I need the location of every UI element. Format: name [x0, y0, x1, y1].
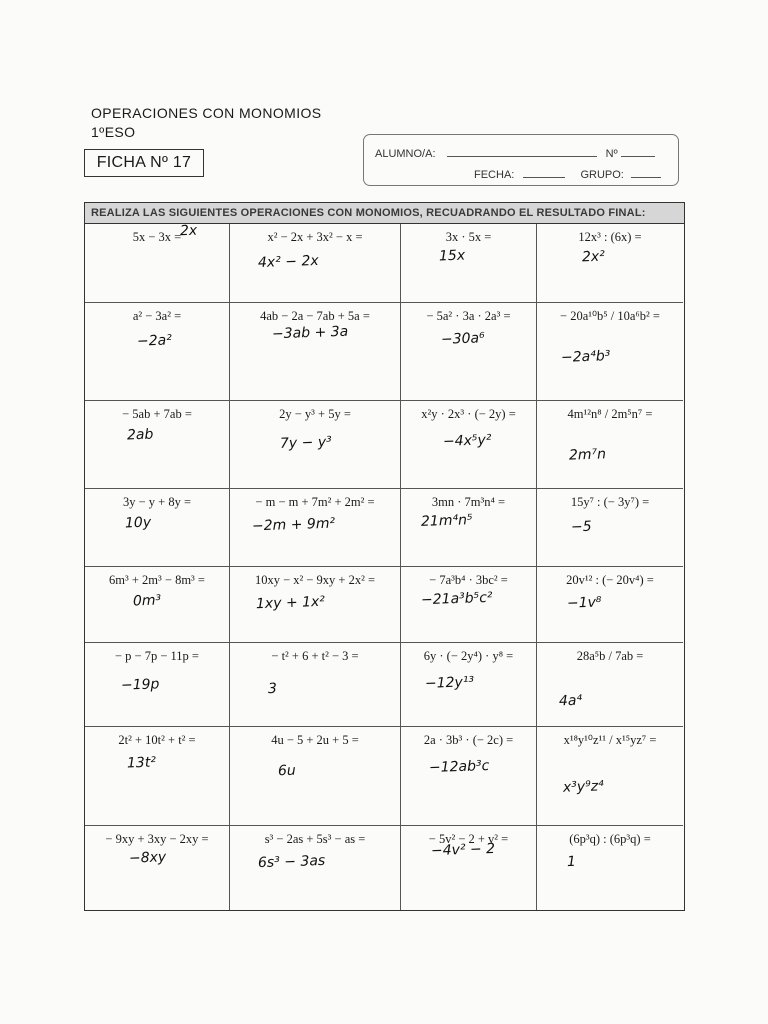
handwritten-answer[interactable]: 21m⁴n⁵ — [420, 512, 473, 530]
exercise-cell — [537, 303, 683, 401]
fecha-blank[interactable] — [523, 166, 565, 178]
exercise-cell — [230, 826, 401, 910]
handwritten-answer[interactable]: 15x — [438, 247, 466, 265]
exercise-expression: 3x · 5x = — [445, 230, 492, 244]
exercise-expression: 28a⁵b / 7ab = — [576, 649, 644, 663]
exercise-cell — [85, 567, 230, 643]
worksheet-title: OPERACIONES CON MONOMIOS — [91, 105, 322, 121]
exercise-expression: 12x³ : (6x) = — [578, 230, 642, 244]
fecha-label: FECHA: — [474, 169, 515, 181]
exercise-expression: a² − 3a² = — [132, 309, 182, 323]
exercise-cell — [537, 826, 683, 910]
handwritten-answer[interactable]: −1v⁸ — [566, 594, 602, 612]
exercise-cell — [537, 224, 683, 303]
exercise-expression: 3y − y + 8y = — [122, 495, 192, 509]
handwritten-answer[interactable]: 7y − y³ — [279, 434, 332, 452]
handwritten-answer[interactable]: 1 — [566, 853, 577, 871]
exercise-cell — [537, 489, 683, 567]
exercise-cell — [230, 727, 401, 826]
alumno-label: ALUMNO/A: — [375, 148, 436, 160]
exercise-expression: − 5a² · 3a · 2a³ = — [426, 309, 511, 323]
handwritten-answer[interactable]: 13t² — [126, 754, 157, 772]
exercise-expression: 15y⁷ : (− 3y⁷) = — [570, 495, 650, 509]
exercise-expression: − 9xy + 3xy − 2xy = — [105, 832, 209, 846]
exercise-expression: 20v¹² : (− 20v⁴) = — [566, 573, 654, 587]
exercise-table — [84, 202, 685, 911]
ficha-number: FICHA Nº 17 — [84, 149, 204, 177]
exercise-expression: − m − m + 7m² + 2m² = — [255, 495, 375, 509]
handwritten-answer[interactable]: −4v² − 2 — [430, 840, 496, 860]
handwritten-answer[interactable]: 2x — [179, 222, 198, 240]
exercise-expression: (6p³q) : (6p³q) = — [569, 832, 651, 846]
exercise-cell — [230, 303, 401, 401]
exercise-expression: 3mn · 7m³n⁴ = — [431, 495, 506, 509]
handwritten-answer[interactable]: 4x² − 2x — [257, 252, 319, 272]
handwritten-answer[interactable]: 10y — [124, 514, 152, 532]
exercise-expression: x² − 2x + 3x² − x = — [267, 230, 363, 244]
exercise-cell — [401, 567, 537, 643]
grupo-label: GRUPO: — [580, 169, 624, 181]
handwritten-answer[interactable]: 6s³ − 3as — [257, 852, 326, 872]
exercise-expression: x¹⁸y¹⁰z¹¹ / x¹⁵yz⁷ = — [563, 733, 657, 747]
handwritten-answer[interactable]: −2a⁴b³ — [560, 348, 611, 366]
exercise-expression: 4u − 5 + 2u + 5 = — [271, 733, 359, 747]
numero-blank[interactable] — [621, 145, 655, 157]
handwritten-answer[interactable]: 2x² — [581, 248, 606, 266]
exercise-cell — [537, 401, 683, 489]
handwritten-answer[interactable]: 2ab — [126, 426, 154, 444]
handwritten-answer[interactable]: x³y⁹z⁴ — [562, 778, 605, 796]
exercise-expression: − p − 7p − 11p = — [115, 649, 199, 663]
exercise-cell — [401, 303, 537, 401]
handwritten-answer[interactable]: −5 — [570, 518, 592, 536]
exercise-grid — [85, 224, 684, 910]
handwritten-answer[interactable]: −19p — [120, 676, 160, 694]
handwritten-answer[interactable]: 1xy + 1x² — [255, 593, 326, 613]
student-info-box — [363, 134, 679, 186]
course-label: 1ºESO — [91, 124, 136, 140]
exercise-cell — [85, 303, 230, 401]
exercise-cell — [230, 401, 401, 489]
exercise-expression: s³ − 2as + 5s³ − as = — [264, 832, 366, 846]
exercise-cell — [230, 643, 401, 727]
handwritten-answer[interactable]: 6u — [277, 762, 297, 780]
handwritten-answer[interactable]: −2m + 9m² — [251, 515, 336, 535]
handwritten-answer[interactable]: −21a³b⁵c² — [420, 589, 493, 609]
handwritten-answer[interactable]: −30a⁶ — [440, 330, 486, 348]
instructions: REALIZA LAS SIGUIENTES OPERACIONES CON MONOMIOS, RECUADRANDO EL RESULTADO FINAL: — [85, 203, 684, 224]
exercise-expression: − t² + 6 + t² − 3 = — [271, 649, 359, 663]
grupo-blank[interactable] — [631, 166, 661, 178]
exercise-expression: 2y − y³ + 5y = — [279, 407, 351, 421]
handwritten-answer[interactable]: −12ab³c — [428, 757, 490, 777]
exercise-expression: − 20a¹⁰b⁵ / 10a⁶b² = — [560, 309, 660, 323]
exercise-cell — [85, 826, 230, 910]
handwritten-answer[interactable]: 0m³ — [132, 592, 162, 610]
exercise-cell — [537, 727, 683, 826]
exercise-expression: − 7a³b⁴ · 3bc² = — [429, 573, 508, 587]
handwritten-answer[interactable]: −12y¹³ — [424, 674, 475, 692]
exercise-cell — [401, 489, 537, 567]
handwritten-answer[interactable]: −2a² — [136, 332, 173, 350]
exercise-expression: 6m³ + 2m³ − 8m³ = — [109, 573, 205, 587]
exercise-expression: − 5ab + 7ab = — [122, 407, 192, 421]
exercise-cell — [230, 489, 401, 567]
exercise-cell — [85, 224, 230, 303]
handwritten-answer[interactable]: −4x⁵y² — [442, 432, 492, 450]
alumno-blank[interactable] — [447, 145, 597, 157]
exercise-cell — [401, 224, 537, 303]
exercise-cell — [401, 826, 537, 910]
exercise-expression: 4m¹²n⁸ / 2m⁵n⁷ = — [567, 407, 653, 421]
exercise-expression: 4ab − 2a − 7ab + 5a = — [260, 309, 370, 323]
exercise-expression: 10xy − x² − 9xy + 2x² = — [254, 573, 376, 587]
exercise-cell — [85, 727, 230, 826]
handwritten-answer[interactable]: 2m⁷n — [568, 446, 607, 464]
exercise-expression: 5x − 3x = — [132, 230, 182, 244]
handwritten-answer[interactable]: −8xy — [128, 849, 167, 867]
exercise-cell — [401, 401, 537, 489]
exercise-cell — [401, 727, 537, 826]
exercise-cell — [537, 567, 683, 643]
handwritten-answer[interactable]: −3ab + 3a — [271, 323, 349, 343]
exercise-expression: 2a · 3b³ · (− 2c) = — [423, 733, 514, 747]
exercise-cell — [537, 643, 683, 727]
handwritten-answer[interactable]: 4a⁴ — [558, 692, 583, 710]
numero-label: Nº — [605, 148, 618, 160]
handwritten-answer[interactable]: 3 — [267, 680, 278, 698]
exercise-cell — [85, 489, 230, 567]
exercise-cell — [85, 643, 230, 727]
exercise-expression: 6y · (− 2y⁴) · y⁸ = — [423, 649, 514, 663]
exercise-expression: x²y · 2x³ · (− 2y) = — [421, 407, 516, 421]
exercise-cell — [85, 401, 230, 489]
exercise-cell — [401, 643, 537, 727]
exercise-cell — [230, 224, 401, 303]
exercise-cell — [230, 567, 401, 643]
exercise-expression: − 5v² − 2 + v² = — [428, 832, 509, 846]
exercise-expression: 2t² + 10t² + t² = — [118, 733, 196, 747]
